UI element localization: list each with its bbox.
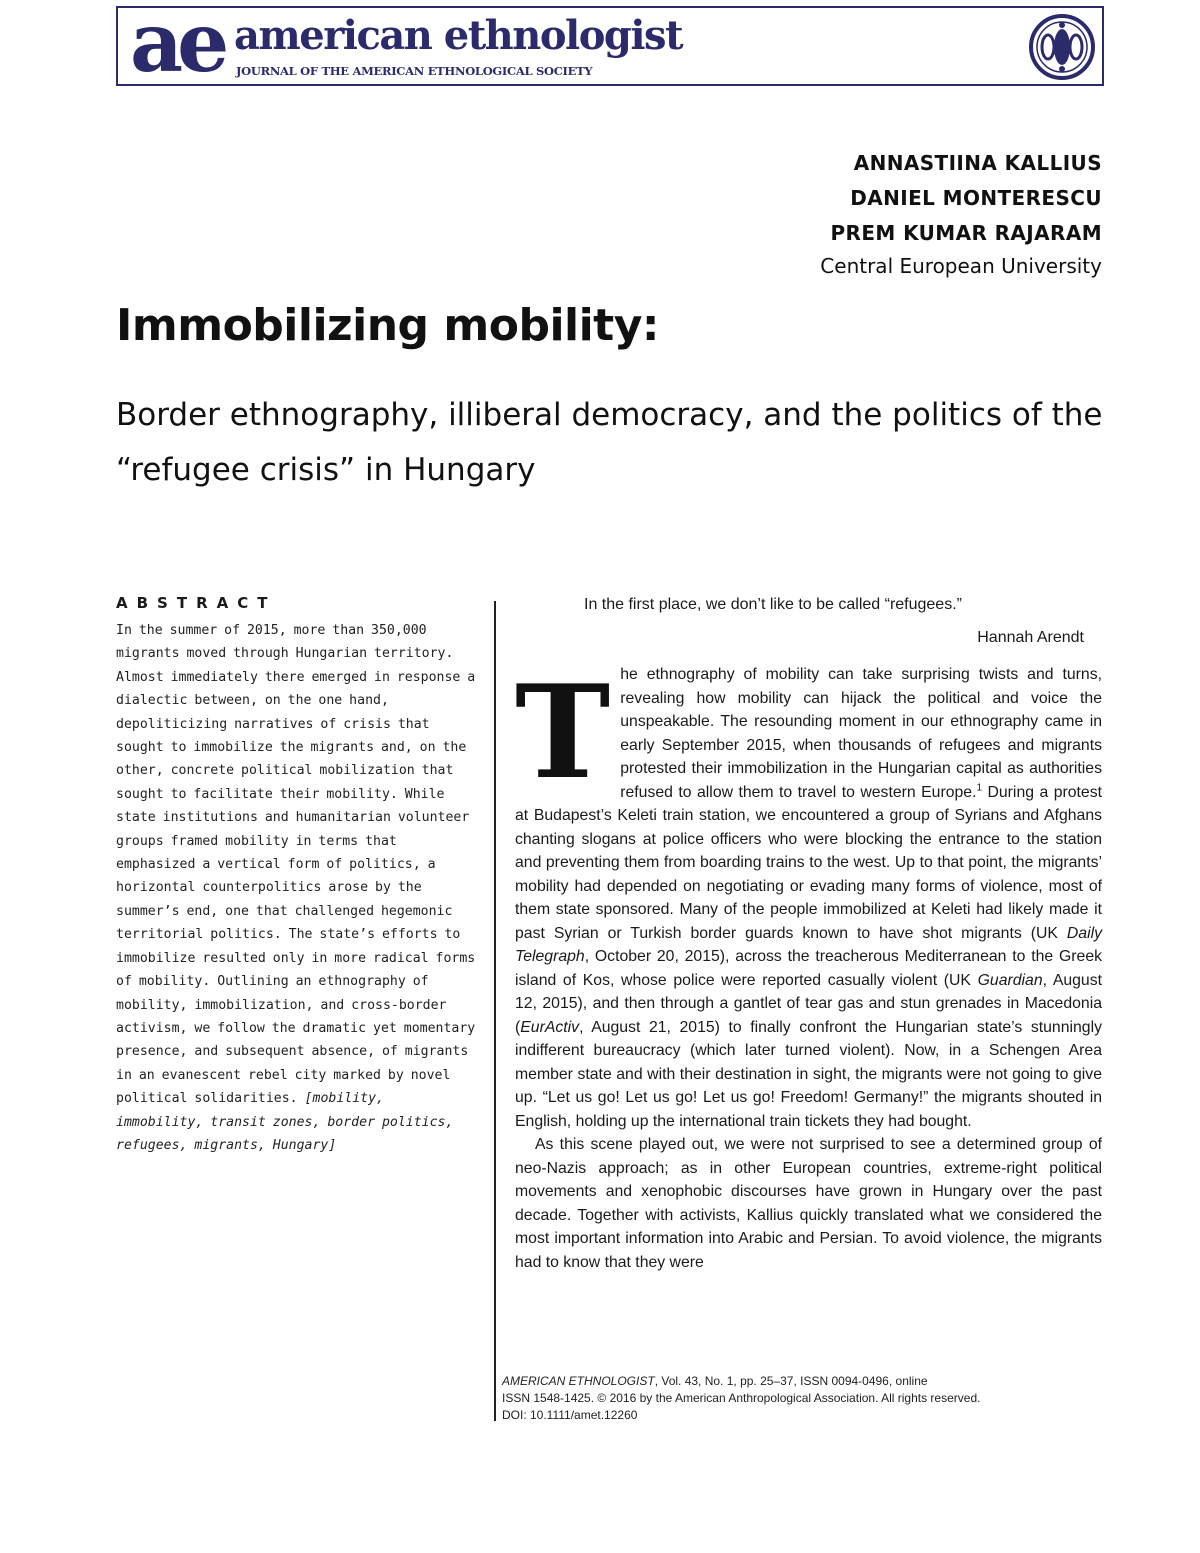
journal-name: american ethnologist — [234, 12, 683, 59]
drop-cap: T — [515, 658, 611, 808]
citation-details: , Vol. 43, No. 1, pp. 25–37, ISSN 0094-0496, online — [654, 1374, 928, 1388]
body-text: , August 12, 2015), and then through a gantlet of tear gas and stun grenades in Macedonia ( — [515, 971, 1102, 1036]
abstract-body: In the summer of 2015, more than 350,000 migrants moved through Hungarian territory. Almost immediately there emerged in response a dialectic between, on the one hand, depoliticizing narratives of crisis that sought to immobilize the migrants and, on the other, concrete political mobilization that sought to facilitate their mobility. While state institutions and humanitarian volunteer groups framed mobility in terms that emphasized a vertical form of politics, a horizontal counterpolitics arose by the summer’s end, one that challenged hegemonic territorial politics. The state’s efforts to immobilize resulted only in more radical forms of mobility. Outlining an ethnography of mobility, immobilization, and cross-border activism, we follow the dramatic yet momentary presence, and subsequent absence, of migrants in an evanescent rebel city marked by novel political solidarities. — [116, 623, 476, 1107]
source-title: Guardian — [977, 971, 1043, 989]
body-paragraph: As this scene played out, we were not surprised to see a determined group of neo-Nazis approach; as in other European countries, extreme-right political movements and xenophobic discourses have grown in Hungary over the past decade. Together with activists, Kallius quickly translated what we considered the most important information into Arabic and Persian. To avoid violence, the migrants had to know that they were — [515, 1136, 1102, 1271]
source-title: EurActiv — [520, 1018, 580, 1036]
journal-masthead — [116, 0, 1104, 91]
author-block — [820, 146, 1102, 281]
abstract-text — [116, 619, 478, 1157]
copyright-line: ISSN 1548-1425. © 2016 by the American Anthropological Association. All rights reserved. — [502, 1391, 981, 1405]
journal-subtitle: JOURNAL OF THE AMERICAN ETHNOLOGICAL SOCIETY — [236, 64, 593, 78]
article-subtitle: Border ethnography, illiberal democracy, and the politics of the “refugee crisis” in Hungary — [116, 397, 1103, 488]
body-text: During a protest at Budapest’s Keleti train station, we encountered a group of Syrians and Afghans chanting slogans at police officers who were blocking the entrance to the station and preventing them from boarding trains to the west. Up to that point, the migrants’ mobility had depended on negotiating or evading many forms of violence, most of them state sponsored. Many of the people immobilized at Keleti had likely made it past Syrian or Turkish border guards known to have shot migrants (UK — [515, 783, 1102, 942]
body-paragraph — [515, 658, 1102, 1133]
author-affiliation: Central European University — [820, 254, 1102, 278]
society-seal-icon — [1028, 13, 1096, 81]
author-name: PREM KUMAR RAJARAM — [830, 221, 1102, 245]
citation-footer — [502, 1373, 980, 1424]
body-text: , August 21, 2015) to finally confront the Hungarian state’s stunningly indifferent bureaucracy (which later turned violent). Now, in a Schengen Area member state and with their destination in sight, the migrants were not going to give up. “Let us go! Let us go! Let us go! Freedom! Germany!” the migrants shouted in English, holding up the international train tickets they had bought. — [515, 1018, 1102, 1130]
abstract-keywords: [mobility, immobility, transit zones, border politics, refugees, migrants, Hungary] — [116, 1091, 454, 1153]
author-name: ANNASTIINA KALLIUS — [853, 151, 1102, 175]
article-title: Immobilizing mobility: — [116, 300, 659, 351]
citation-line — [502, 1373, 980, 1390]
column-divider — [494, 601, 496, 1421]
body-text: , October 20, 2015), across the treacherous Mediterranean to the Greek island of Kos, whose police were reported casually violent (UK — [515, 948, 1102, 989]
body-text: he ethnography of mobility can take surprising twists and turns, revealing how mobility can hijack the political and voice the unspeakable. The resounding moment in our ethnography came in early September 2015, when thousands of refugees and migrants protested their immobilization in the Hungarian capital as authorities refused to allow them to travel to western Europe. — [620, 666, 1102, 801]
article-body — [515, 658, 1102, 1274]
abstract-heading: ABSTRACT — [116, 594, 277, 612]
doi-line[interactable]: DOI: 10.1111/amet.12260 — [502, 1408, 638, 1422]
journal-citation-name: AMERICAN ETHNOLOGIST — [502, 1374, 655, 1388]
epigraph-attribution: Hannah Arendt — [977, 629, 1084, 646]
journal-logo: ae — [130, 0, 224, 91]
footnote-marker[interactable]: 1 — [976, 782, 983, 794]
epigraph-quote: In the first place, we don’t like to be called “refugees.” — [584, 596, 962, 613]
author-name: DANIEL MONTERESCU — [850, 186, 1102, 210]
source-title: Daily Telegraph — [515, 924, 1102, 965]
